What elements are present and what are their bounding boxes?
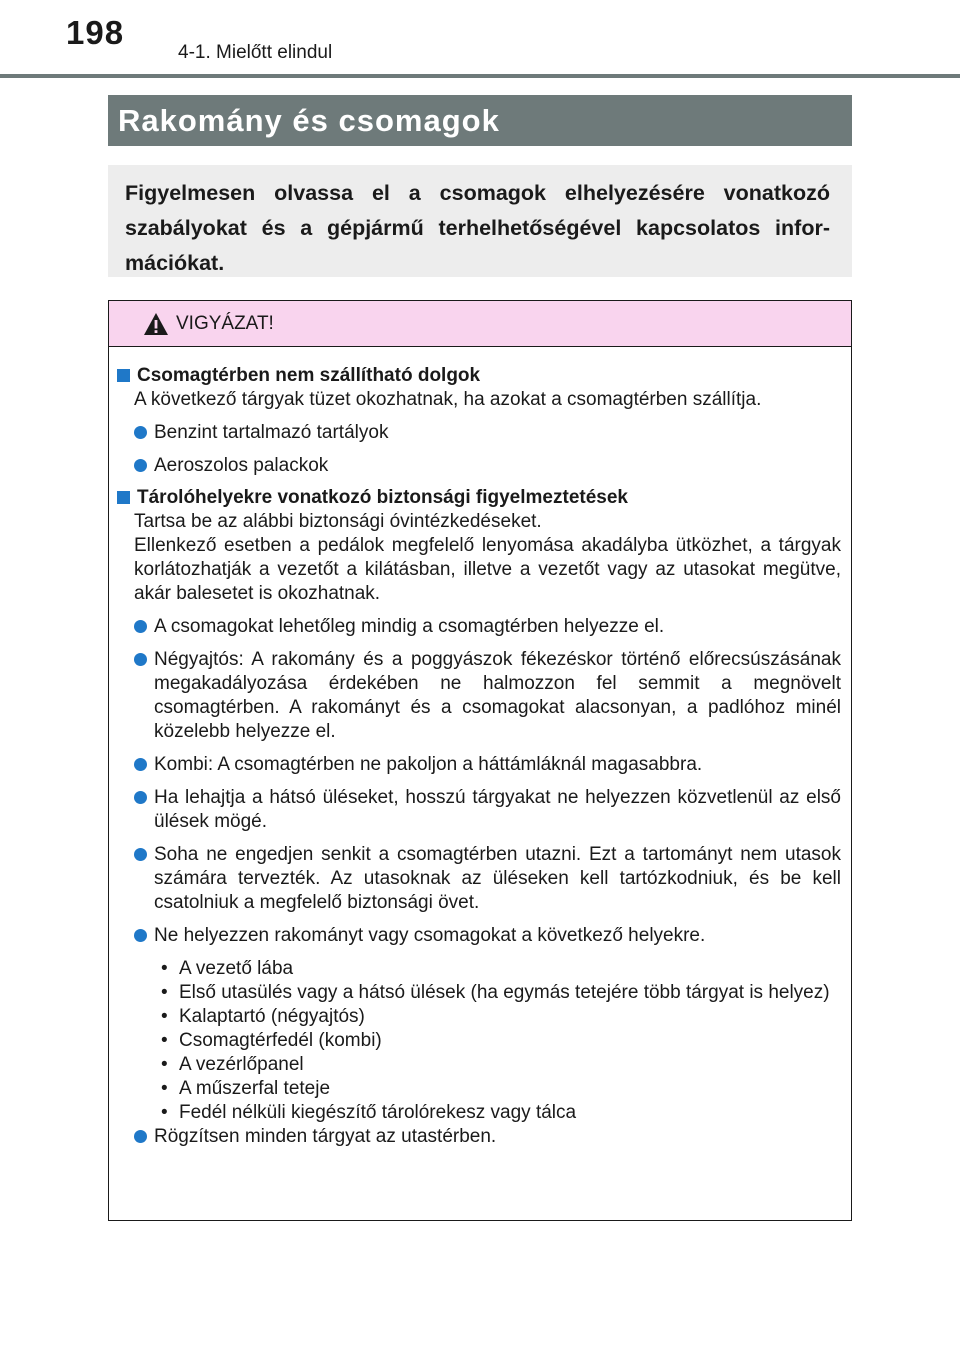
sub-list-item: • Kalaptartó (négyajtós) <box>161 1006 365 1027</box>
bullet-glyph: • <box>161 1102 168 1123</box>
bullet-glyph: • <box>161 958 168 979</box>
section-heading: Tárolóhelyekre vonatkozó biztonsági figyelmeztetések <box>117 486 841 510</box>
list-item: Kombi: A csomagtérben ne pakoljon a háttámláknál magasabbra. <box>134 753 841 777</box>
dot-bullet-icon <box>134 426 147 439</box>
list-item: A csomagokat lehetőleg mindig a csomagtérben helyezze el. <box>134 615 841 639</box>
bullet-glyph: • <box>161 982 168 1003</box>
page-title: Rakomány és csomagok <box>118 102 500 138</box>
square-bullet-icon <box>117 491 130 504</box>
list-item: Ha lehajtja a hátsó üléseket, hosszú tárgyakat ne helyezzen közvetlenül az első ülések mögé. <box>134 786 841 834</box>
dot-bullet-icon <box>134 653 147 666</box>
bullet-glyph: • <box>161 1054 168 1075</box>
bullet-glyph: • <box>161 1078 168 1099</box>
dot-bullet-icon <box>134 791 147 804</box>
page-number: 198 <box>66 14 125 51</box>
sub-list-item: • Fedél nélküli kiegészítő tárolórekesz vagy tálca <box>161 1102 577 1123</box>
dot-bullet-icon <box>134 1130 147 1143</box>
dot-bullet-icon <box>134 758 147 771</box>
paragraph: Tartsa be az alábbi biztonsági óvintézkedéseket. <box>134 511 542 532</box>
section-heading: Csomagtérben nem szállítható dolgok <box>117 364 841 388</box>
title-bar <box>108 95 852 146</box>
header-rule <box>0 74 960 78</box>
dot-bullet-icon <box>134 929 147 942</box>
warning-triangle-icon <box>143 312 169 336</box>
paragraph: A következő tárgyak tüzet okozhatnak, ha azokat a csomagtérben szállítja. <box>134 389 762 410</box>
bullet-glyph: • <box>161 1030 168 1051</box>
list-item: Aeroszolos palackok <box>134 454 841 478</box>
warning-body <box>109 347 851 1149</box>
paragraph: Ellenkező esetben a pedálok megfelelő lenyomása akadályba ütközhet, a tárgyak korlátozhatják a vezetőt a kilátásban, illetve a vezetőt vagy az utasokat megütve, akár balesetet is okozhatnak. <box>134 535 841 604</box>
intro-box <box>108 165 852 277</box>
sub-list <box>161 957 841 1125</box>
warning-box <box>108 300 852 1221</box>
sub-list-item: • A műszerfal teteje <box>161 1078 331 1099</box>
list-item: Ne helyezzen rakományt vagy csomagokat a következő helyekre. <box>134 924 841 948</box>
list-item: Négyajtós: A rakomány és a poggyászok fékezéskor történő előrecsúszásának megakadályozása érdekében ne halmozzon fel semmit a megnövelt csomagtérben. A rakományt és a csomagokat alacsonyan, a padlóhoz minél közelebb helyezze el. <box>134 648 841 744</box>
sub-list-item: • A vezető lába <box>161 958 294 979</box>
intro-text: Figyelmesen olvassa el a csomagok elhelyezésére vonatkozó szabályokat és a gépjármű terhelhetőségével kapcsolatos információkat. <box>125 181 830 275</box>
square-bullet-icon <box>117 369 130 382</box>
bullet-glyph: • <box>161 1006 168 1027</box>
list-item: Soha ne engedjen senkit a csomagtérben utazni. Ezt a tartományt nem utasok számára tervezték. Az utasoknak az üléseken kell tartózkodniuk, és be kell csatolniuk a megfelelő biztonsági övet. <box>134 843 841 915</box>
section-label: 4-1. Mielőtt elindul <box>178 42 333 63</box>
warning-title: VIGYÁZAT! <box>176 312 274 334</box>
list-item: Benzint tartalmazó tartályok <box>134 421 841 445</box>
sub-list-item: • Első utasülés vagy a hátsó ülések (ha egymás tetejére több tárgyat is helyez) <box>161 982 830 1003</box>
sub-list-item: • A vezérlőpanel <box>161 1054 304 1075</box>
dot-bullet-icon <box>134 620 147 633</box>
sub-list-item: • Csomagtérfedél (kombi) <box>161 1030 382 1051</box>
warning-header <box>109 301 851 347</box>
dot-bullet-icon <box>134 848 147 861</box>
list-item: Rögzítsen minden tárgyat az utastérben. <box>134 1125 841 1149</box>
dot-bullet-icon <box>134 459 147 472</box>
